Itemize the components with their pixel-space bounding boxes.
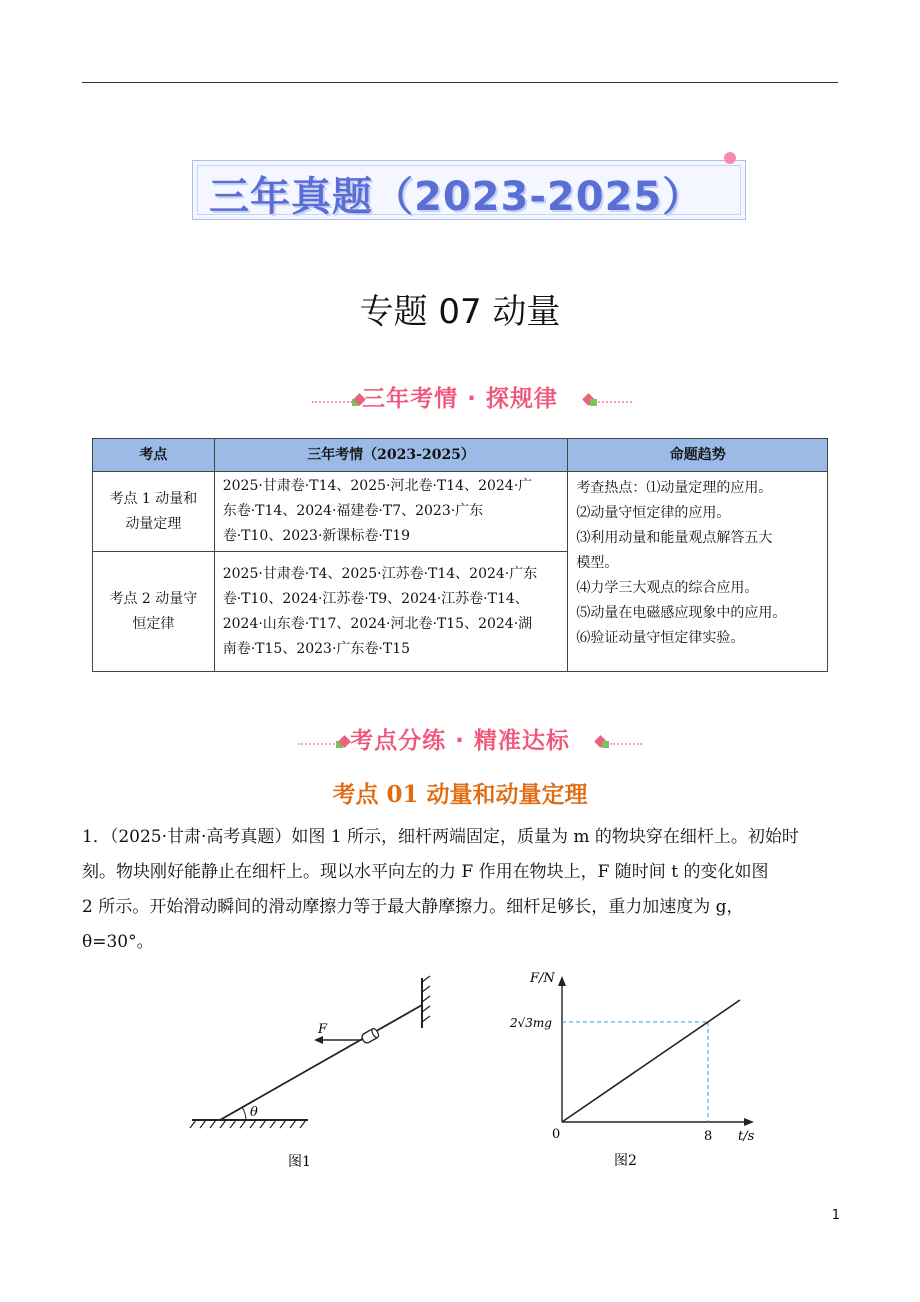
table-cell-trend: 考查热点：⑴动量定理的应用。 ⑵动量守恒定律的应用。 ⑶利用动量和能量观点解答五大 模型。 ⑷力学三大观点的综合应用。 ⑸动量在电磁感应现象中的应用。 ⑹验证动量守恒定律实验。 [568,472,828,672]
question-line: 2 所示。开始滑动瞬间的滑动摩擦力等于最大静摩擦力。细杆足够长，重力加速度为 g， [82,897,744,917]
banner-dot-decoration [724,152,736,164]
x-tick-label: 8 [704,1129,713,1144]
figure-2-graph [500,962,800,1177]
x-axis-label: t/s [738,1129,755,1144]
figure-2-caption: 图2 [614,1153,637,1169]
page-title: 专题 07 动量 [359,292,561,332]
question-line: 刻。物块刚好能静止在细杆上。现以水平向左的力 F 作用在物块上，F 随时间 t 的变化如图 [82,862,769,882]
title-banner [192,160,746,220]
table-header: 三年考情（2023-2025） [214,439,568,472]
angle-label: θ [250,1105,258,1120]
force-time-line [562,1000,740,1122]
question-1 [82,820,842,960]
header-rule [82,82,838,83]
y-axis-label: F/N [530,971,555,986]
origin-label: 0 [552,1127,561,1142]
banner-text: 三年真题（2023-2025） [209,174,704,220]
figure-1-caption: 图1 [288,1154,311,1170]
question-line: 1．（2025·甘肃·高考真题）如图 1 所示，细杆两端固定，质量为 m 的物块穿在细杆上。初始时 [82,827,799,847]
section-header-1 [0,380,920,414]
table-cell-point: 考点 1 动量和 动量定理 [93,472,215,552]
section-header-2 [0,722,920,756]
section-title-2: 考点分练 · 精准达标 [350,728,570,754]
table-cell-exams: 2025·甘肃卷·T4、2025·江苏卷·T14、2024·广东 卷·T10、2024·江苏卷·T9、2024·江苏卷·T14、 2024·山东卷·T17、2024·河北卷·T15、2024·湖 南卷·T15、2023·广东卷·T15 [214,552,568,672]
force-label: F [318,1022,328,1037]
table-header: 考点 [93,439,215,472]
section-title-1: 三年考情 · 探规律 [362,386,558,412]
figure-1-diagram [180,970,450,1180]
table-header: 命题趋势 [568,439,828,472]
kp-title: 考点 01 动量和动量定理 [332,781,588,808]
page-number: 1 [831,1208,840,1223]
question-line: θ=30°。 [82,932,154,952]
exam-analysis-table [92,438,828,672]
table-cell-point: 考点 2 动量守 恒定律 [93,552,215,672]
table-cell-exams: 2025·甘肃卷·T14、2025·河北卷·T14、2024·广 东卷·T14、2024·福建卷·T7、2023·广东 卷·T10、2023·新课标卷·T19 [214,472,568,552]
y-tick-label: 2√3mg [510,1016,552,1030]
